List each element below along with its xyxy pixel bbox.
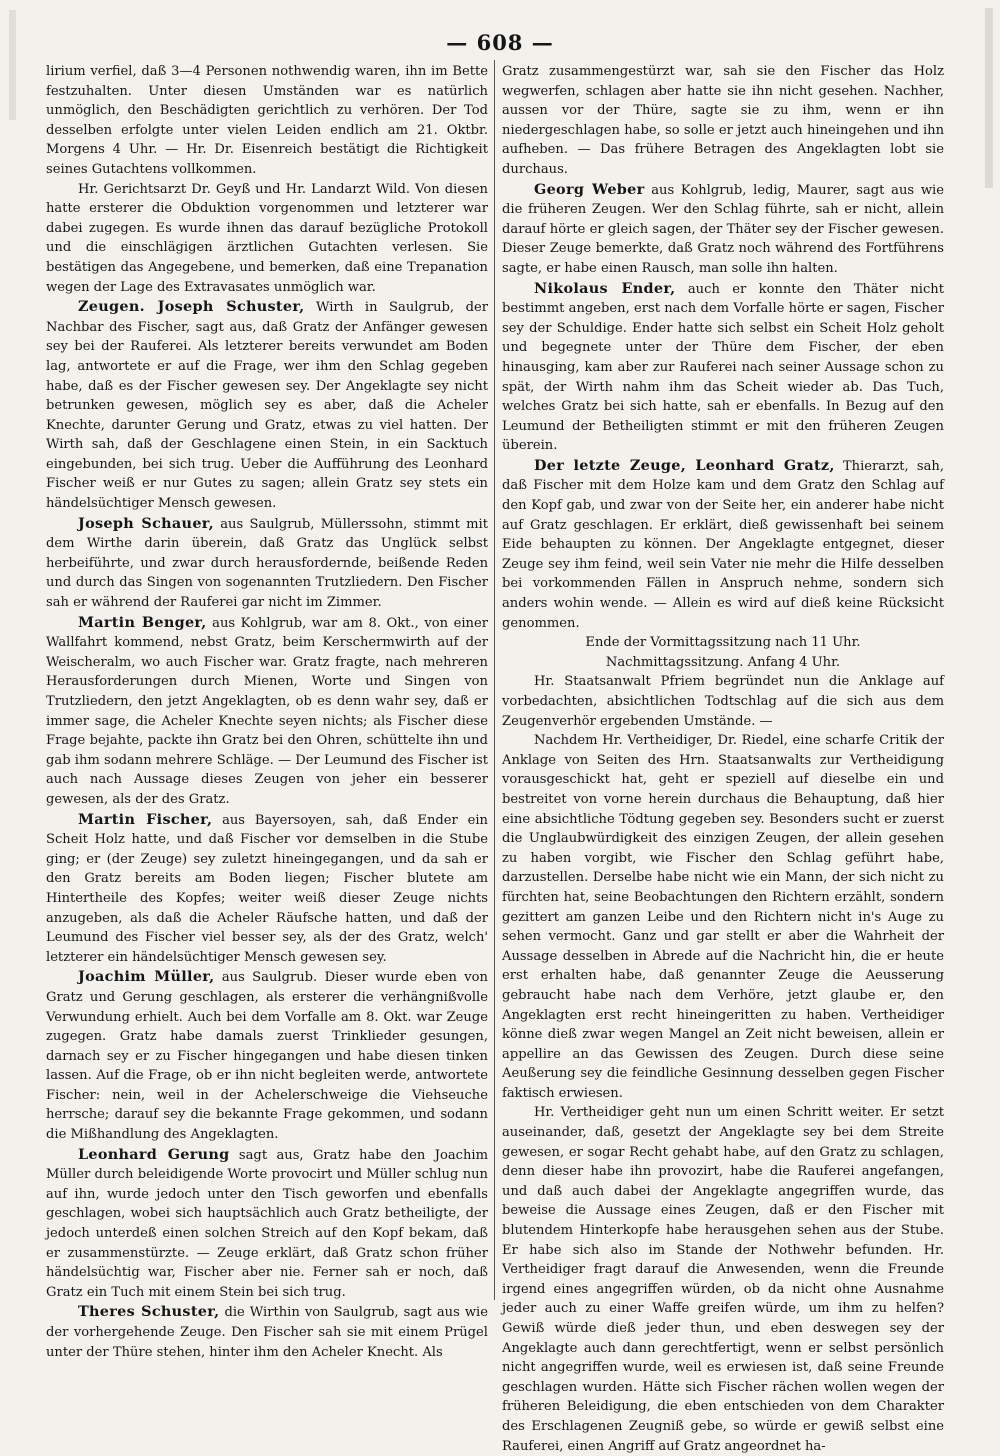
paragraph xyxy=(502,456,944,633)
witness-name: Georg Weber xyxy=(534,180,645,198)
paragraph xyxy=(502,180,944,279)
paragraph xyxy=(46,297,488,514)
paragraph-text: aus Saulgrub. Dieser wurde eben von Gratz und Gerung geschlagen, als ersterer die verhängnißvolle Verwundung erhielt. Auch bei dem Vorfalle am 8. Okt. war Zeuge zugegen. Gratz habe damals zuerst Trinklieder gesungen, darnach sey er zu Fischer hingegangen und habe diesen tinken lassen. Auf die Frage, ob er ihn nicht begleiten werde, antwortete Fischer: nein, weil in der Achelerschweige die Viehseuche herrsche; darauf sey die bekannte Frage gekommen, und sodann die Mißhandlung des Angeklagten. xyxy=(46,970,488,1143)
witness-name: Martin Benger, xyxy=(78,613,207,631)
paragraph xyxy=(46,613,488,810)
paragraph-text: Ende der Vormittagssitzung nach 11 Uhr. xyxy=(585,635,861,651)
paragraph xyxy=(46,180,488,298)
paragraph-text: Thierarzt, sah, daß Fischer mit dem Holze kam und dem Gratz den Schlag auf den Kopf gab, und zwar von der Seite her, ein anderer habe nicht auf Gratz geschlagen. Er erklärt, dieß gewissenhaft bei seinem Eide behaupten zu können. Der Angeklagte entgegnet, dieser Zeuge sey ihm feind, weil sein Vater nie mehr die Hilfe desselben bei vorkommenden Fällen in Anspruch nehme, sondern sich anders wohin wende. — Allein es wird auf dieß keine Rücksicht genommen. xyxy=(502,458,944,631)
page-number: — 608 — xyxy=(446,30,554,55)
column-divider xyxy=(494,60,495,1300)
paragraph-text: Gratz zusammengestürzt war, sah sie den Fischer das Holz wegwerfen, schlagen aber hatte sie ihn nicht gesehen. Nachher, aussen vor der Thüre, sagte sie zu ihm, wenn er ihn niedergeschlagen habe, so solle er jetzt auch hineingehen und ihn aufheben. — Das frühere Betragen des Angeklagten lobt sie durchaus. xyxy=(502,64,944,177)
left-column xyxy=(46,62,489,1360)
right-column xyxy=(502,62,944,1454)
paragraph xyxy=(46,1145,488,1303)
paragraph-text: Hr. Staatsanwalt Pfriem begründet nun die Anklage auf vorbedachten, absichtlichen Todtschlag auf die sich aus dem Zeugenverhör ergebenden Umstände. — xyxy=(502,674,944,729)
paragraph xyxy=(502,672,944,731)
paragraph-text: Hr. Vertheidiger geht nun um einen Schritt weiter. Er setzt auseinander, daß, gesetzt der Angeklagte sey bei dem Streite gewesen, er sogar Recht gehabt habe, auf den Gratz zu schlagen, denn dieser habe ihn provozirt, habe die Rauferei angefangen, und daß auch dabei der Angeklagte angegriffen wurde, das beweise die Aussage eines Zeugen, daß er den Fischer mit blutendem Hinterkopfe habe herausgehen sehen aus der Stube. Er habe sich also im Stande der Nothwehr befunden. Hr. Vertheidiger fragt darauf die Anwesenden, wenn die Freunde irgend eines angegriffen würden, ob da nicht ohne Ausnahme jeder auch zu einer Waffe greifen würde, um ihm zu helfen? Gewiß würde dieß jeder thun, und eben deswegen sey der Angeklagte auch dann gerechtfertigt, wenn er selbst persönlich nicht angegriffen wurde, weil es erwiesen ist, daß seine Freunde geschlagen wurden. Hätte sich Fischer rächen wollen wegen der früheren Beleidigung, die eben entschieden von dem Charakter des Erschlagenen Zeugniß gebe, so würde er gewiß selbst eine Rauferei, einen Angriff auf Gratz angeordnet ha- xyxy=(502,1105,944,1454)
paragraph xyxy=(502,62,944,180)
paragraph xyxy=(46,810,488,968)
witness-name: Martin Fischer, xyxy=(78,810,213,828)
paragraph xyxy=(46,1302,488,1362)
witness-name: Zeugen. Joseph Schuster, xyxy=(78,298,305,316)
witness-name: Leonhard Gerung xyxy=(78,1145,230,1163)
paragraph xyxy=(502,653,944,673)
paragraph-text: lirium verfiel, daß 3—4 Personen nothwendig waren, ihn im Bette festzuhalten. Unter diesen Umständen war es natürlich unmöglich, den Beschädigten gerichtlich zu verhören. Der Tod desselben erfolgte unter vielen Leiden endlich am 21. Oktbr. Morgens 4 Uhr. — Hr. Dr. Eisenreich bestätigt die Richtigkeit seines Gutachtens vollkommen. xyxy=(46,64,488,177)
paragraph-text: sagt aus, Gratz habe den Joachim Müller durch beleidigende Worte provocirt und Müller schlug nun auf ihn, wurde jedoch unter den Tisch geworfen und ebenfalls geschlagen, wobei sich hauptsächlich auch Gratz betheiligte, der jedoch unterdeß einen solchen Streich auf den Kopf bekam, daß er zusammenstürzte. — Zeuge erklärt, daß Gratz schon früher händelsüchtig war, Fischer aber nie. Ferner sah er noch, daß Gratz ein Tuch mit einem Stein bei sich trug. xyxy=(46,1147,489,1300)
paragraph-text: aus Kohlgrub, ledig, Maurer, sagt aus wie die früheren Zeugen. Wer den Schlag führte, sah er nicht, allein darauf hörte er gleich sagen, der Thäter sey der Fischer gewesen. Dieser Zeuge bemerkte, daß Gratz noch während des Fortführens sagte, er habe einen Rausch, man solle ihn halten. xyxy=(502,182,944,276)
witness-name: Joachim Müller, xyxy=(78,968,215,986)
paragraph-text: aus Kohlgrub, war am 8. Okt., von einer Wallfahrt kommend, nebst Gratz, beim Kerschermwirth auf der Weischeralm, wo auch Fischer war. Gratz fragte, nach mehreren Herausforderungen durch Mienen, Worte und Singen von Trutzliedern, den jetzt Angeklagten, ob es denn wahr sey, daß er immer sage, die Acheler Knechte seyen nichts; als Fischer diese Frage bejahte, packte ihn Gratz bei den Ohren, schüttelte ihn und gab ihm sodann mehrere Schläge. — Der Leumund des Fischer ist auch nach Aussage dieses Zeugen von jeher ein besserer gewesen, als der des Gratz. xyxy=(46,615,488,807)
paragraph-text: auch er konnte den Thäter nicht bestimmt angeben, erst nach dem Vorfalle hörte er sagen, Fischer sey der Schuldige. Ender hatte sich selbst ein Scheit Holz geholt und begegnete unter der Thüre dem Fischer, der eben hinausging, kam aber zur Rauferei nach seiner Aussage schon zu spät, der Wirth nahm ihm das Scheit wieder ab. Das Tuch, welches Gratz bei sich hatte, sah er ebenfalls. In Bezug auf den Leumund der Betheiligten stimmt er mit den früheren Zeugen überein. xyxy=(502,281,944,454)
witness-name: Theres Schuster, xyxy=(78,1303,220,1321)
paragraph xyxy=(46,62,488,180)
paragraph xyxy=(46,514,488,613)
paragraph-text: Wirth in Saulgrub, der Nachbar des Fischer, sagt aus, daß Gratz der Anfänger gewesen sey bei der Rauferei. Als letzterer bereits verwundet am Boden lag, antwortete er auf die Frage, wer ihm den Schlag gegeben habe, daß es der Fischer gewesen sey. Der Angeklagte sey nicht betrunken gewesen, möglich sey es aber, daß die Acheler Knechte, darunter Gerung und Gratz, etwas zu viel hatten. Der Wirth sah, daß der Geschlagene einen Stein, in ein Sacktuch eingebunden, bei sich trug. Ueber die Aufführung des Leonhard Fischer weiß er nur Gutes zu sagen; allein Gratz sey stets ein händelsüchtiger Mensch gewesen. xyxy=(46,300,488,512)
paragraph-text: aus Bayersoyen, sah, daß Ender ein Scheit Holz hatte, und daß Fischer vor demselben in die Stube ging; er (der Zeuge) sey zuletzt hineingegangen, und da sah er den Gratz bereits am Boden liegen; Fischer blutete am Hintertheile des Kopfes; weiter weiß dieser Zeuge nichts anzugeben, als daß die Acheler Räufsche hatten, und daß der Leumund des Fischer viel besser sey, als der des Gratz, welch' letzterer ein händelsüchtiger Mensch gewesen sey. xyxy=(46,812,488,965)
paragraph xyxy=(502,279,944,456)
paragraph xyxy=(46,967,488,1144)
paragraph-text: die Wirthin von Saulgrub, sagt aus wie der vorhergehende Zeuge. Den Fischer sah sie mit einem Prügel unter der Thüre stehen, hinter ihm den Acheler Knecht. Als xyxy=(46,1305,488,1360)
watermark-mark-left xyxy=(6,10,20,120)
witness-name: Joseph Schauer, xyxy=(78,514,214,532)
witness-name: Nikolaus Ender, xyxy=(534,279,676,297)
paragraph xyxy=(502,1103,944,1456)
witness-name: Der letzte Zeuge, Leonhard Gratz, xyxy=(534,456,835,474)
paragraph-text: Hr. Gerichtsarzt Dr. Geyß und Hr. Landarzt Wild. Von diesen hatte ersterer die Obduktion vorgenommen und letzterer war dabei zugegen. Es wurde ihnen das darauf bezügliche Protokoll und die einschlägigen ärztlichen Gutachten verlesen. Sie bestätigen das Angegebene, und bemerken, daß eine Trepanation wegen der Lage des Extravasates unmöglich war. xyxy=(46,181,488,295)
paragraph-text: Nachdem Hr. Vertheidiger, Dr. Riedel, eine scharfe Critik der Anklage von Seiten des Hrn. Staatsanwalts zur Vertheidigung vorausgeschickt hat, geht er speziell auf dieselbe ein und bestreitet von vorne herein durchaus die Behauptung, daß hier eine absichtliche Tödtung gegeben sey. Besonders sucht er zuerst die Unglaubwürdigkeit des einzigen Zeugen, der allein gesehen zu haben vorgibt, wie Fischer den Schlag geführt habe, darzustellen. Derselbe habe nicht wie ein Mann, der sich nicht zu fürchten hat, seine Beobachtungen den Richtern erzählt, sondern gezittert am ganzen Leibe und den Richtern nicht in's Auge zu sehen vermocht. Ganz und gar stellt er aber die Wahrheit der Aussage desselben in Abrede auf die Nachricht hin, die er heute erst erhalten habe, daß genannter Zeuge die Aeusserung gebraucht habe nach dem Verhöre, jetzt glaube er, den Angeklagten erst recht hineingeritten zu haben. Vertheidiger könne dieß zwar wegen Mangel an Zeit nicht beweisen, allein er appellire an das Gewissen des Zeugen. Durch diese seine Aeußerung sey die feindliche Gesinnung desselben gegen Fischer faktisch erwiesen. xyxy=(502,733,944,1101)
paragraph-text: aus Saulgrub, Müllerssohn, stimmt mit dem Wirthe darin überein, daß Gratz das Unglück selbst herbeiführte, und zwar durch herausfordernde, beißende Reden und durch das Singen von sogenannten Trutzliedern. Den Fischer sah er während der Rauferei gar nicht im Zimmer. xyxy=(46,516,488,611)
paragraph-text: Nachmittagssitzung. Anfang 4 Uhr. xyxy=(605,654,841,670)
paragraph xyxy=(502,633,944,653)
paragraph xyxy=(502,731,944,1103)
